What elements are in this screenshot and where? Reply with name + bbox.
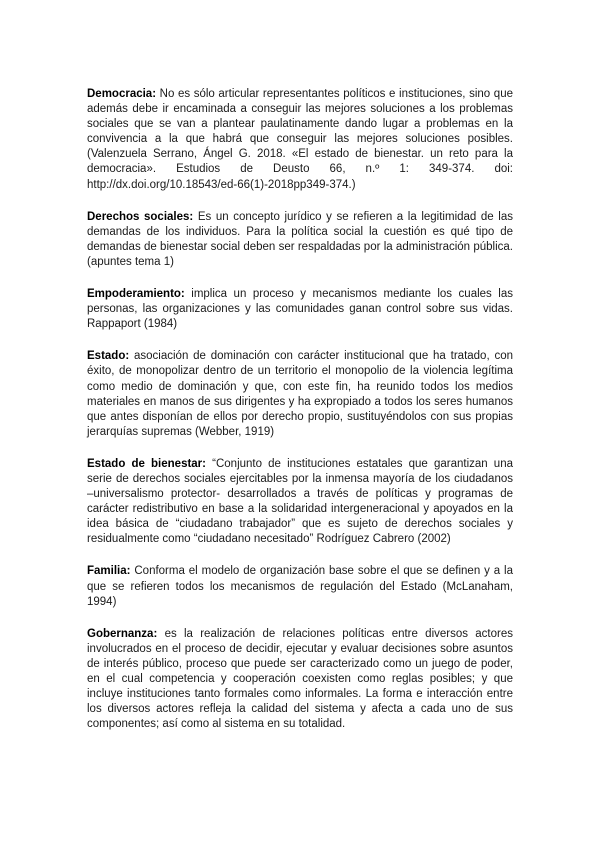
definition-familia: Conforma el modelo de organización base sobre el que se definen y a la que se refieren todos los mecanismos de regulación del Estado (McLanaham, 1994) (87, 565, 513, 608)
glossary-page (87, 87, 513, 749)
entry-familia (87, 564, 513, 609)
entry-gobernanza (87, 627, 513, 733)
term-empoderamiento: Empoderamiento: (87, 288, 185, 301)
entry-estado (87, 349, 513, 440)
term-estado-de-bienestar: Estado de bienestar: (87, 457, 206, 470)
definition-estado-de-bienestar: “Conjunto de instituciones estatales que garantizan una serie de derechos sociales ejercitables por la inmensa mayoría de los ciudadanos –universalismo protector- desarrollados a través de políticas y programas de carácter redistributivo en base a la solidaridad intergeneracional y apoyados en la idea básica de “ciudadano trabajador” que es sujeto de derechos sociales y residualmente como “ciudadano necesitado” Rodríguez Cabrero (2002) (87, 457, 513, 546)
term-familia: Familia: (87, 565, 131, 578)
definition-empoderamiento: implica un proceso y mecanismos mediante los cuales las personas, las organizaciones y las comunidades ganan control sobre sus vidas. Rappaport (1984) (87, 288, 513, 331)
entry-derechos-sociales (87, 210, 513, 270)
entry-empoderamiento (87, 287, 513, 332)
term-derechos-sociales: Derechos sociales: (87, 210, 194, 223)
definition-democracia: No es sólo articular representantes políticos e instituciones, sino que además debe ir encaminada a conseguir las mejores soluciones a los problemas sociales que se van a plantear paulatinamente dando lugar a problemas en la convivencia a la que habrá que conseguir las mejores soluciones posibles. (Valenzuela Serrano, Ángel G. 2018. «El estado de bienestar. un reto para la democracia». Estudios de Deusto 66, n.º 1: 349-374. doi: http://dx.doi.org/10.18543/ed-66(1)-2018pp349-374.) (87, 88, 513, 191)
term-estado: Estado: (87, 350, 130, 363)
entry-estado-de-bienestar (87, 457, 513, 548)
entry-democracia (87, 87, 513, 193)
definition-gobernanza: es la realización de relaciones políticas entre diversos actores involucrados en el proceso de decidir, ejecutar y evaluar decisiones sobre asuntos de interés público, proceso que puede ser caracterizado como un juego de poder, en el cual competencia y cooperación coexisten como reglas posibles; y que incluye instituciones tanto formales como informales. La forma e interacción entre los diversos actores refleja la calidad del sistema y afecta a cada uno de sus componentes; así como al sistema en su totalidad. (87, 627, 513, 731)
definition-derechos-sociales: Es un concepto jurídico y se refieren a la legitimidad de las demandas de los individuos. Para la política social la cuestión es qué tipo de demandas de bienestar social deben ser respaldadas por la administración pública. (apuntes tema 1) (87, 210, 513, 268)
term-democracia: Democracia: (87, 88, 157, 100)
term-gobernanza: Gobernanza: (87, 627, 158, 640)
definition-estado: asociación de dominación con carácter institucional que ha tratado, con éxito, de monopolizar dentro de un territorio el monopolio de la violencia legítima como medio de dominación y que, con este fin, ha reunido todos los medios materiales en manos de sus dirigentes y ha expropiado a todos los seres humanos que antes disponían de ellos por derecho propio, sustituyéndolos con sus propias jerarquías supremas (Webber, 1919) (87, 350, 514, 438)
